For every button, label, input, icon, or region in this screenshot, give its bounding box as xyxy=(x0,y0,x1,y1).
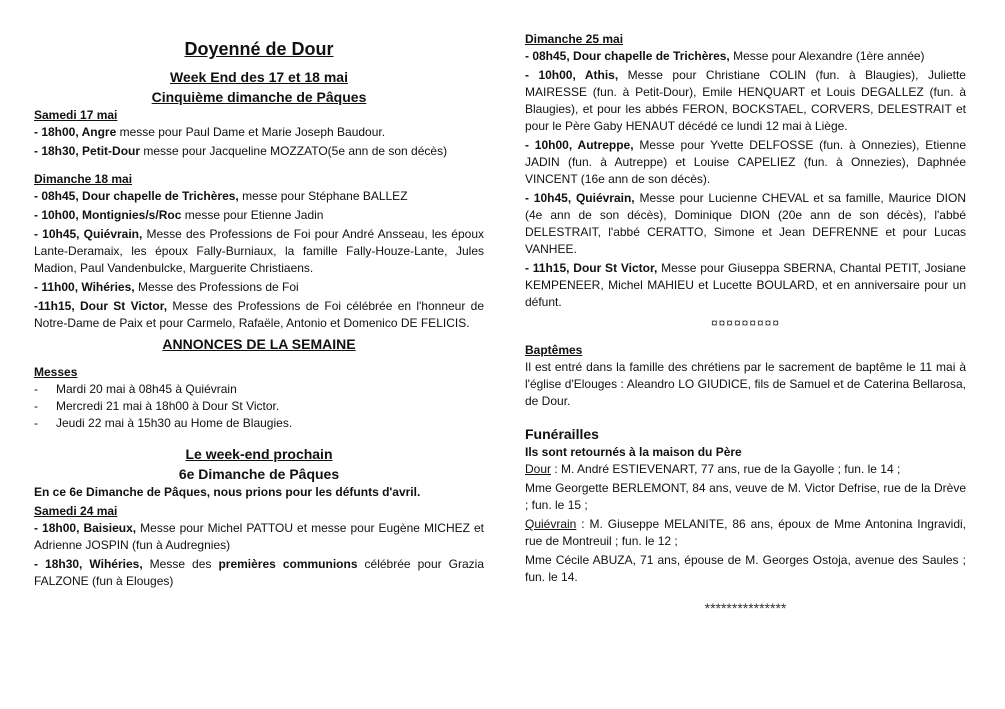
funerailles-subtitle: Ils sont retournés à la maison du Père xyxy=(525,445,742,459)
weekend-title: Week End des 17 et 18 mai xyxy=(170,69,348,85)
next-intro: En ce 6e Dimanche de Pâques, nous prions pour les défunts d'avril. xyxy=(34,485,421,499)
mass-item: - 18h30, Petit-Dour messe pour Jacqueline MOZZATO(5e ann de son décès) xyxy=(34,144,448,158)
next-weekend-title: Le week-end prochain xyxy=(185,446,333,462)
sunday-25-label: Dimanche 25 mai xyxy=(525,32,624,46)
announces-title: ANNONCES DE LA SEMAINE xyxy=(162,336,356,352)
funeral-item: Mme Georgette BERLEMONT, 84 ans, veuve de M. Victor Defrise, rue de la Drève ; fun. le 15 ; xyxy=(525,481,966,512)
right-column xyxy=(525,0,966,617)
saturday-label: Samedi 17 mai xyxy=(34,108,118,122)
mass-item: - 10h00, Montignies/s/Roc messe pour Etienne Jadin xyxy=(34,208,324,222)
messes-list xyxy=(34,381,484,432)
end-stars: *************** xyxy=(704,600,787,616)
mass-item: - 10h45, Quiévrain, Messe pour Lucienne CHEVAL et sa famille, Maurice DION (4e ann de son décès), Dominique DION (20e ann de son décès), l'abbé DELESTRAIT, l'abbé CERATTO, Simone et Jean DEFRENNE et pour Lucas VANHEE. xyxy=(525,191,966,256)
funeral-item: Mme Cécile ABUZA, 71 ans, épouse de M. Georges Ostoja, avenue des Saules ; fun. le 14. xyxy=(525,553,966,584)
mass-item: - 11h15, Dour St Victor, Messe pour Giuseppa SBERNA, Chantal PETIT, Josiane KEMPENEER, Michel MAHIEU et Lucette BOULARD, et en anniversaire pour un défunt. xyxy=(525,261,966,309)
left-column xyxy=(34,0,484,592)
mass-item: - 10h00, Autreppe, Messe pour Yvette DELFOSSE (fun. à Onnezies), Etienne JADIN (fun. à Autreppe) et Louise CAPELIEZ (fun. à Onnezies), Daphnée VINCENT (16e ann de son décès). xyxy=(525,138,966,186)
mass-item: -11h15, Dour St Victor, Messe des Professions de Foi célébrée en l'honneur de Notre-Dame de Paix et pour Carmelo, Rafaële, Antonio et Domenico DE FELICIS. xyxy=(34,299,485,330)
mass-item: - 18h00, Angre messe pour Paul Dame et Marie Joseph Baudour. xyxy=(34,125,386,139)
page-title: Doyenné de Dour xyxy=(184,39,334,59)
baptemes-text: Il est entré dans la famille des chrétiens par le sacrement de baptême le 11 mai à l'église d'Elouges : Aleandro LO GIUDICE, fils de Samuel et de Caterina Bellarosa, de Dour. xyxy=(525,360,966,408)
mass-item: - 18h00, Baisieux, Messe pour Michel PATTOU et messe pour Eugène MICHEZ et Adrienne JOSPIN (fun à Audregnies) xyxy=(34,521,485,552)
next-saturday-label: Samedi 24 mai xyxy=(34,504,118,518)
list-item: - Mardi 20 mai à 08h45 à Quiévrain xyxy=(34,381,484,398)
next-sunday-title: 6e Dimanche de Pâques xyxy=(178,466,340,482)
mass-item: - 10h00, Athis, Messe pour Christiane COLIN (fun. à Blaugies), Juliette MAIRESSE (fun. à Petit-Dour), Emile HENQUART et Louis DEGALLEZ (fun. à Blaugies), et pour les abbés FERON, BOCKSTAEL, CORVERS, DELESTRAIT et pour le Père Gaby HENAUT décédé ce lundi 12 mai à Liège. xyxy=(525,68,966,133)
list-item: - Mercredi 21 mai à 18h00 à Dour St Victor. xyxy=(34,398,484,415)
mass-item: - 08h45, Dour chapelle de Trichères, Messe pour Alexandre (1ère année) xyxy=(525,49,925,63)
list-item: - Jeudi 22 mai à 15h30 au Home de Blaugies. xyxy=(34,415,484,432)
mass-item: - 08h45, Dour chapelle de Trichères, messe pour Stéphane BALLEZ xyxy=(34,189,408,203)
funeral-item: Quiévrain : M. Giuseppe MELANITE, 86 ans, époux de Mme Antonina Ingravidi, rue de Montreuil ; fun. le 12 ; xyxy=(525,517,966,548)
sunday-title: Cinquième dimanche de Pâques xyxy=(151,89,367,105)
mass-item: - 18h30, Wihéries, Messe des premières communions célébrée pour Grazia FALZONE (fun à Elouges) xyxy=(34,557,484,588)
funeral-item: Dour : M. André ESTIEVENART, 77 ans, rue de la Gayolle ; fun. le 14 ; xyxy=(525,462,901,476)
sunday-label: Dimanche 18 mai xyxy=(34,172,133,186)
separator: ¤¤¤¤¤¤¤¤¤ xyxy=(710,316,781,330)
mass-item: - 10h45, Quiévrain, Messe des Professions de Foi pour André Ansseau, les époux Lante-Deramaix, les époux Fally-Burniaux, la famille Fally-Houze-Lante, Jules Madion, Paul Vandenbulcke, Marguerite Christiaens. xyxy=(34,227,484,275)
mass-item: - 11h00, Wihéries, Messe des Professions de Foi xyxy=(34,280,299,294)
funerailles-title: Funérailles xyxy=(525,426,599,442)
baptemes-label: Baptêmes xyxy=(525,343,583,357)
messes-label: Messes xyxy=(34,365,78,379)
